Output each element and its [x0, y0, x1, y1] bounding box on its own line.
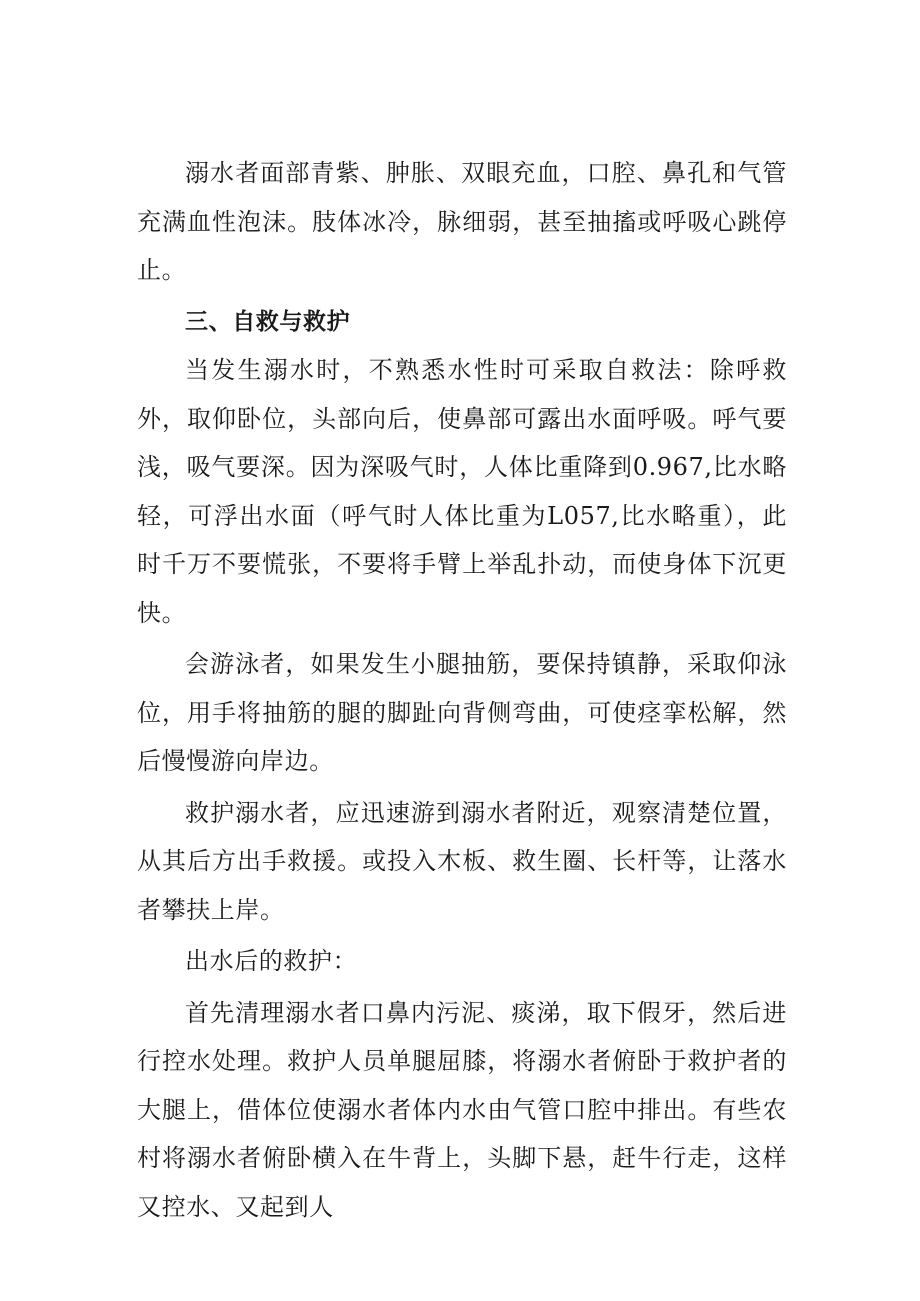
paragraph-symptoms: 溺水者面部青紫、肿胀、双眼充血，口腔、鼻孔和气管充满血性泡沫。肢体冰冷，脉细弱，甚至抽搐或呼吸心跳停止。 — [137, 159, 787, 284]
paragraph-cramp: 会游泳者，如果发生小腿抽筋，要保持镇静，采取仰泳位，用手将抽筋的腿的脚趾向背侧弯曲，可使痉挛松解，然后慢慢游向岸边。 — [137, 650, 787, 775]
document-body — [137, 149, 787, 1231]
section-heading: 三、自救与救护 — [185, 308, 351, 335]
paragraph-first-aid: 首先清理溺水者口鼻内污泥、痰涕，取下假牙，然后进行控水处理。救护人员单腿屈膝，将溺水者俯卧于救护者的大腿上，借体位使溺水者体内水由气管口腔中排出。有些农村将溺水者俯卧横入在牛背上，头脚下悬，赶牛行走，这样又控水、又起到人 — [137, 998, 787, 1221]
paragraph-after-water-label: 出水后的救护： — [185, 947, 358, 975]
paragraph-rescue: 救护溺水者，应迅速游到溺水者附近，观察清楚位置，从其后方出手救援。或投入木板、救生圈、长杆等，让落水者攀扶上岸。 — [137, 798, 787, 924]
paragraph-self-rescue: 当发生溺水时，不熟悉水性时可采取自救法：除呼救外，取仰卧位，头部向后，使鼻部可露出水面呼吸。呼气要浅，吸气要深。因为深吸气时，人体比重降到0.967,比水略轻，可浮出水面（呼气时人体比重为L057,比水略重），此时千万不要慌张，不要将手臂上举乱扑动，而使身体下沉更快。 — [137, 356, 787, 627]
